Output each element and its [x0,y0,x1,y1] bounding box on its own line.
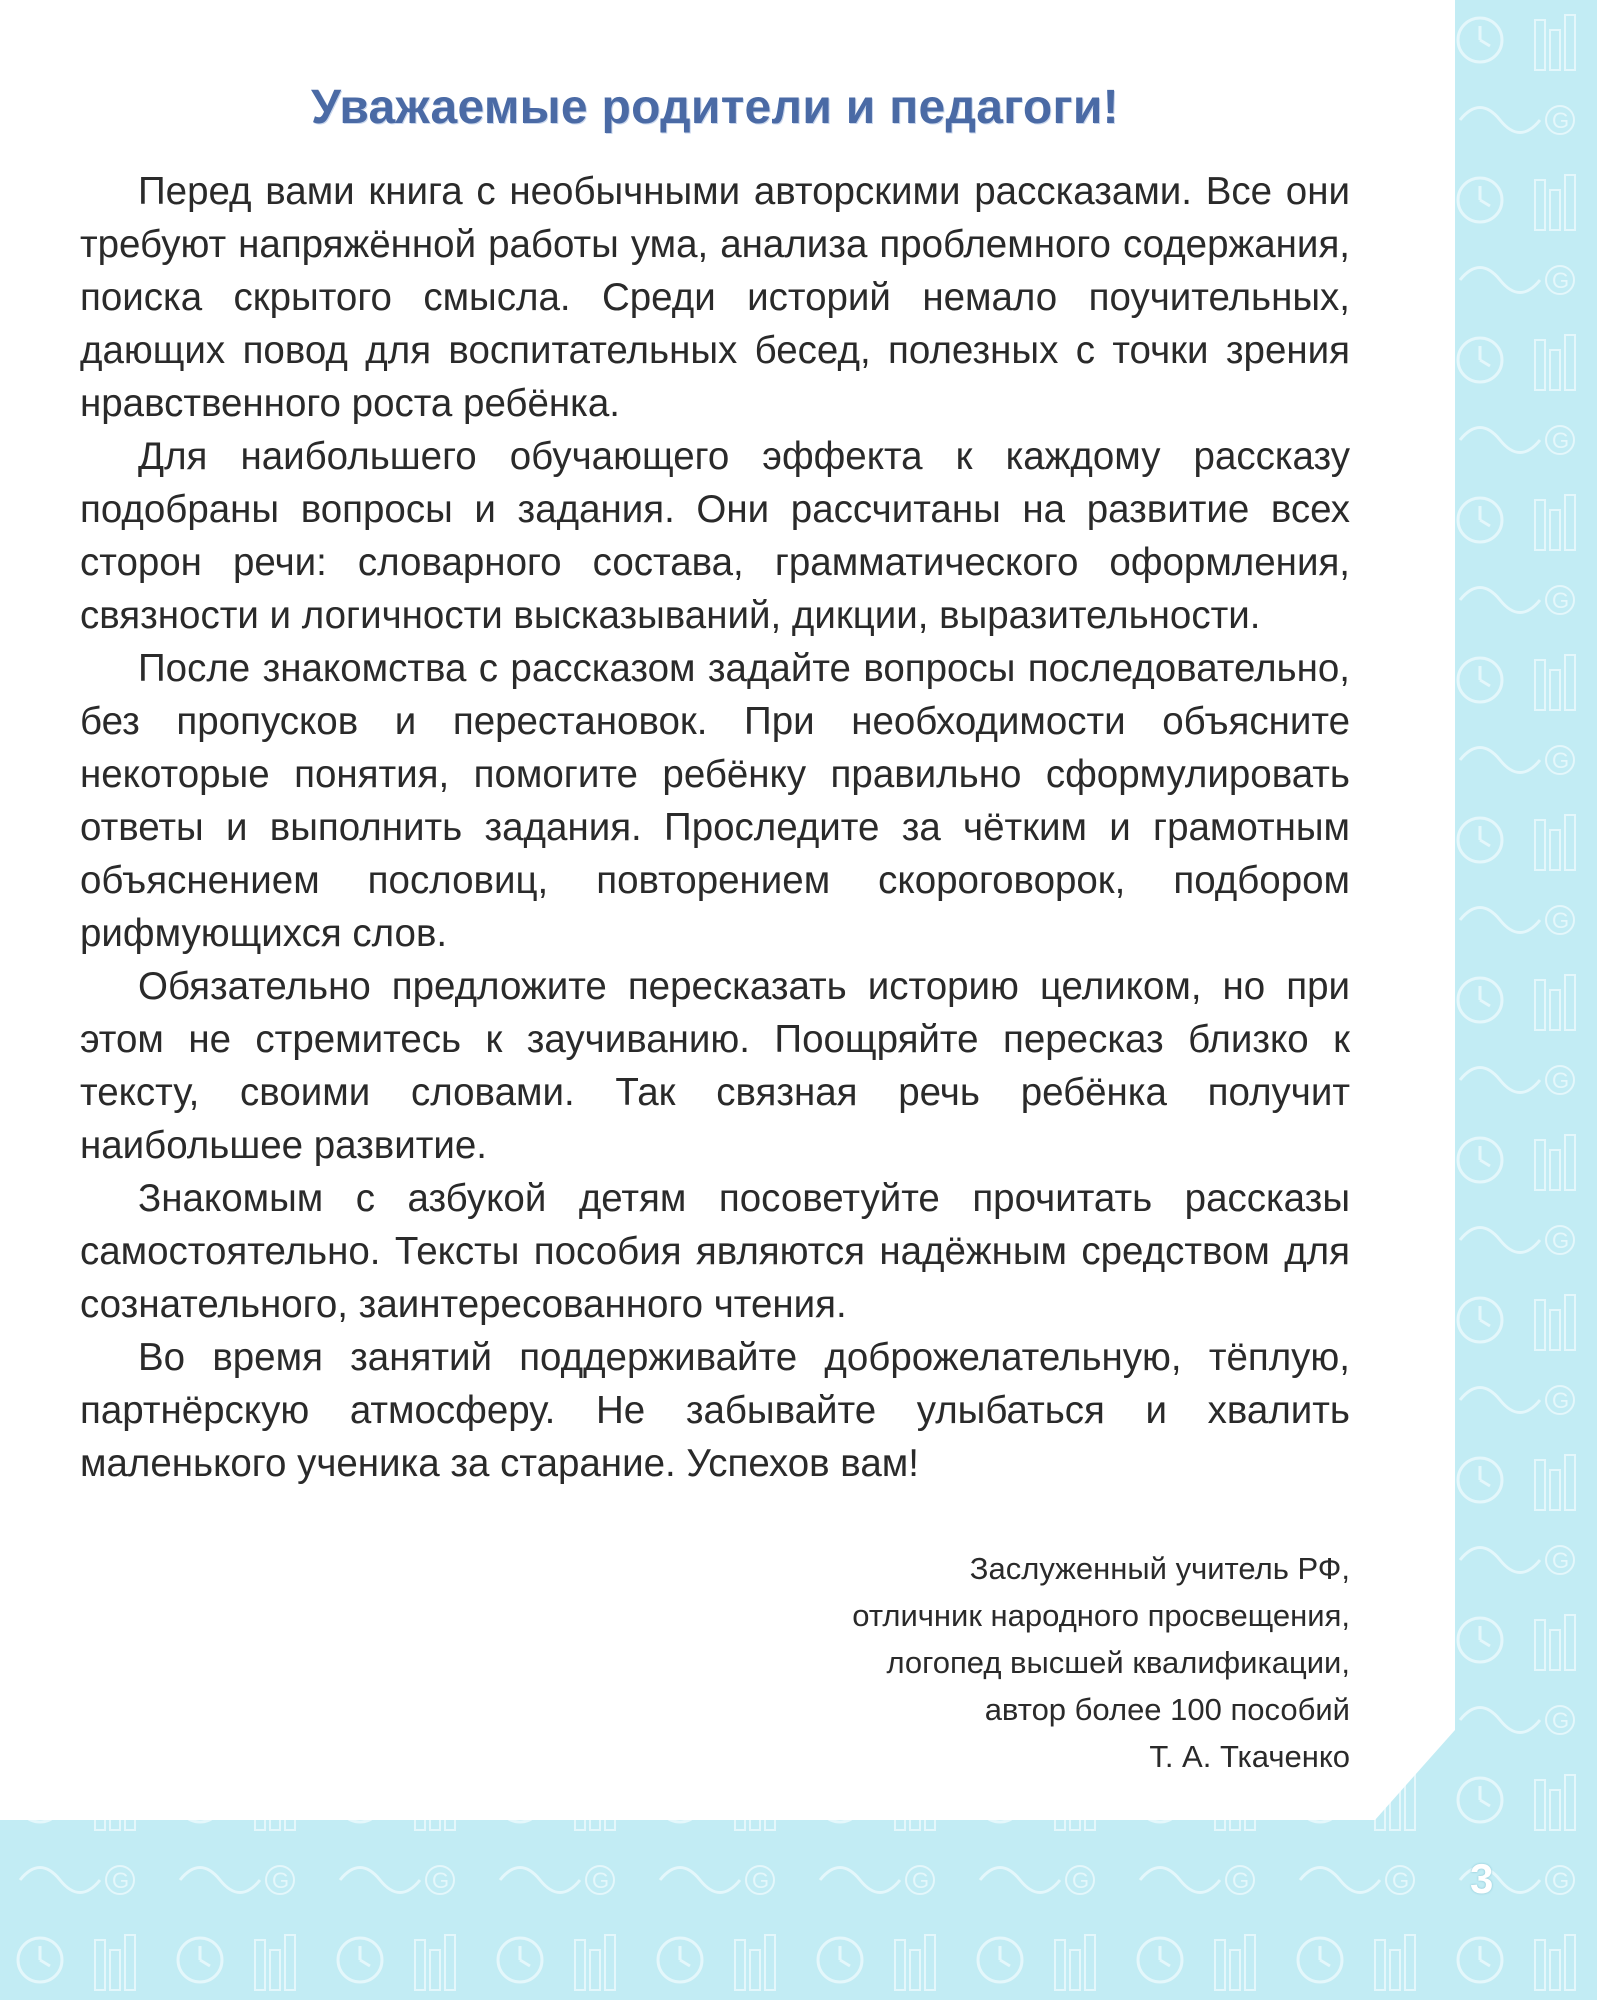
paragraph-6: Во время занятий поддерживайте доброжелательную, тёплую, партнёрскую атмосферу. Не забывайте улыбаться и хвалить маленького ученика за старание. Успехов вам! [80,1336,1350,1485]
paragraph-4: Обязательно предложите пересказать историю целиком, но при этом не стремитесь к заучиванию. Поощряйте пересказ близко к тексту, своими словами. Так связная речь ребёнка получит наибольшее развитие. [80,965,1350,1167]
paragraph-1: Перед вами книга с необычными авторскими рассказами. Все они требуют напряжённой работы ума, анализа проблемного содержания, поиска скрытого смысла. Среди историй немало поучительных, дающих повод для воспитательных бесед, полезных с точки зрения нравственного роста ребёнка. [80,170,1350,425]
signature-line-3: логопед высшей квалификации, [886,1645,1350,1680]
page-number: 3 [1470,1855,1494,1902]
main-content [80,80,1350,1490]
paragraph-5: Знакомым с азбукой детям посоветуйте прочитать рассказы самостоятельно. Тексты пособия являются надёжным средством для сознательного, заинтересованного чтения. [80,1177,1350,1326]
author-name: Т. А. Ткаченко [1149,1739,1350,1774]
signature-line-2: отличник народного просвещения, [852,1598,1350,1633]
paragraph-2: Для наибольшего обучающего эффекта к каждому рассказу подобраны вопросы и задания. Они рассчитаны на развитие всех сторон речи: словарного состава, грамматического оформления, связности и логичности высказываний, дикции, выразительности. [80,435,1350,637]
page-title: Уважаемые родители и педагоги! [311,81,1119,134]
author-signature [700,1545,1350,1780]
signature-line-4: автор более 100 пособий [984,1692,1350,1727]
paragraph-3: После знакомства с рассказом задайте вопросы последовательно, без пропусков и перестановок. При необходимости объясните некоторые понятия, помогите ребёнку правильно сформулировать ответы и выполнить задания. Проследите за чётким и грамотным объяснением пословиц, повторением скороговорок, подбором рифмующихся слов. [80,647,1350,955]
signature-line-1: Заслуженный учитель РФ, [969,1551,1350,1586]
